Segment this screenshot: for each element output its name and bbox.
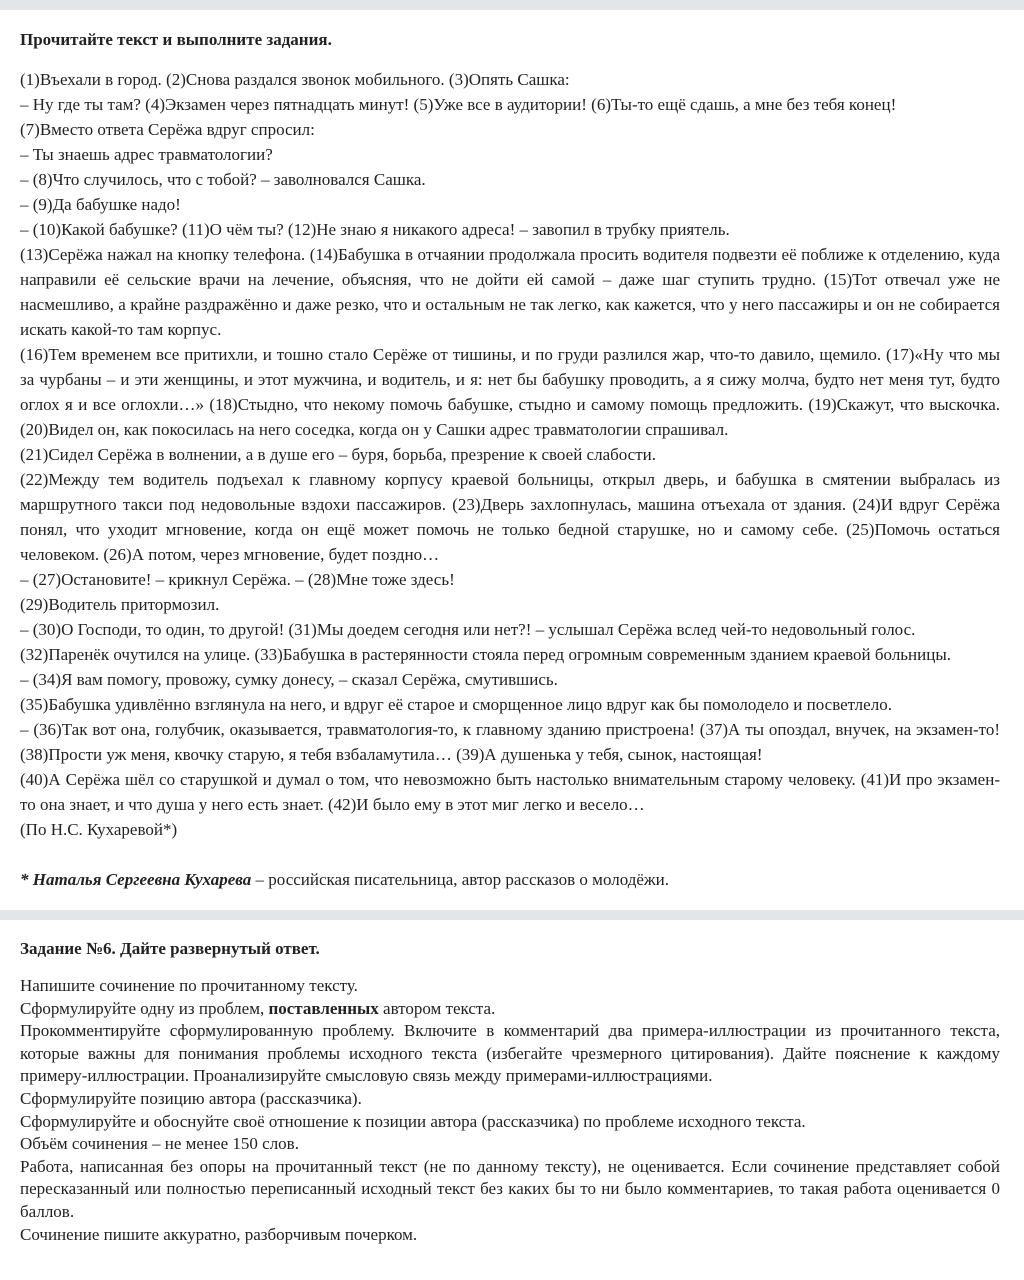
text-paragraph: – Ну где ты там? (4)Экзамен через пятнадцать минут! (5)Уже все в аудитории! (6)Ты-то ещё сдашь, а мне без тебя конец! — [20, 95, 897, 114]
instruction-line — [20, 998, 1000, 1021]
author-description: – российская писательница, автор рассказов о молодёжи. — [251, 870, 670, 889]
instruction-text: автором текста. — [378, 998, 496, 1018]
text-paragraph: – (27)Остановите! – крикнул Серёжа. – (28)Мне тоже здесь! — [20, 570, 455, 589]
text-paragraph: – (10)Какой бабушке? (11)О чём ты? (12)Не знаю я никакого адреса! – завопил в трубку приятель. — [20, 220, 730, 239]
text-paragraph: (7)Вместо ответа Серёжа вдруг спросил: — [20, 120, 315, 139]
task-instructions — [20, 975, 1000, 1246]
author-name: * Наталья Сергеевна Кухарева — [20, 870, 252, 889]
text-paragraph: (40)А Серёжа шёл со старушкой и думал о том, что невозможно быть настолько внимательным старому человеку. (41)И про экзамен-то она знает, и что душа у него есть знает. (42)И было ему в этот миг легко и весело… — [20, 770, 1000, 814]
text-paragraph: (1)Въехали в город. (2)Снова раздался звонок мобильного. (3)Опять Сашка: — [20, 70, 570, 89]
reading-text — [20, 67, 1000, 817]
instruction-line: Работа, написанная без опоры на прочитанный текст (не по данному тексту), не оценивается. Если сочинение представляет собой пересказанный или полностью переписанный исходный текст без каких бы то ни было комментариев, то такая работа оценивается 0 баллов. — [20, 1156, 1000, 1221]
text-paragraph: – (36)Так вот она, голубчик, оказывается, травматология-то, к главному зданию пристроена! (37)А ты опоздал, внучек, на экзамен-то! (38)Прости уж меня, квочку старую, я тебя взбаламутила… (39)А душенька у тебя, сынок, настоящая! — [20, 720, 1000, 764]
text-paragraph: (21)Сидел Серёжа в волнении, а в душе его – буря, борьба, презрение к своей слабости. — [20, 445, 657, 464]
text-paragraph: – Ты знаешь адрес травматологии? — [20, 145, 273, 164]
instruction-line: Напишите сочинение по прочитанному тексту. — [20, 976, 358, 995]
text-paragraph: (32)Паренёк очутился на улице. (33)Бабушка в растерянности стояла перед огромным современным зданием краевой больницы. — [20, 645, 952, 664]
text-paragraph: (29)Водитель притормозил. — [20, 595, 220, 614]
section-divider — [0, 910, 1024, 920]
task-title: Задание №6. Дайте развернутый ответ. — [20, 939, 320, 958]
text-paragraph: (22)Между тем водитель подъехал к главному корпусу краевой больницы, открыл дверь, и бабушка в смятении выбралась из маршрутного такси под недовольные вздохи пассажиров. (23)Дверь захлопнулась, машина отъехала от здания. (24)И вдруг Серёжа понял, что уходит мгновение, когда он ещё может помочь не только бедной старушке, но и самому себе. (25)Помочь остаться человеком. (26)А потом, через мгновение, будет поздно… — [20, 470, 1000, 564]
task-section — [0, 938, 1024, 1246]
text-paragraph: (35)Бабушка удивлённо взглянула на него, и вдруг её старое и сморщенное лицо вдруг как бы помолодело и посветлело. — [20, 695, 892, 714]
text-paragraph: (13)Серёжа нажал на кнопку телефона. (14)Бабушка в отчаянии продолжала просить водителя подвезти её поближе к отделению, куда направили её сельские врачи на лечение, объясняя, что не дойти ей самой – даже шаг ступить трудно. (15)Тот отвечал уже не насмешливо, а крайне раздражённо и даже резко, что и остальным не так легко, как кажется, что у него пассажиры и он не собирается искать какой-то там корпус. — [20, 245, 1000, 339]
instruction-line: Объём сочинения – не менее 150 слов. — [20, 1134, 299, 1154]
instruction-line: Сформулируйте позицию автора (рассказчика). — [20, 1088, 362, 1108]
instruction-line: Сочинение пишите аккуратно, разборчивым почерком. — [20, 1224, 418, 1244]
instruction-text: Сформулируйте одну из проблем, — [20, 998, 269, 1018]
text-paragraph: – (30)О Господи, то один, то другой! (31)Мы доедем сегодня или нет?! – услышал Серёжа вслед чей-то недовольный голос. — [20, 620, 916, 639]
reading-section — [0, 29, 1024, 892]
instruction-bold: поставленных — [268, 998, 379, 1018]
reading-title: Прочитайте текст и выполните задания. — [20, 30, 332, 49]
text-paragraph: (16)Тем временем все притихли, и тошно стало Серёже от тишины, и по груди разлился жар, что-то давило, щемило. (17)«Ну что мы за чурбаны – и эти женщины, и этот мужчина, и водитель, и я: нет бы бабушку проводить, а я сижу молча, будто нет меня тут, будто оглох я и все оглохли…» (18)Стыдно, что некому помочь бабушке, стыдно и самому помощь предложить. (19)Скажут, что выскочка. (20)Видел он, как покосилась на него соседка, когда он у Сашки адрес травматологии спрашивал. — [20, 345, 1000, 439]
text-paragraph: – (34)Я вам помогу, провожу, сумку донесу, – сказал Серёжа, смутившись. — [20, 670, 558, 689]
text-paragraph: – (8)Что случилось, что с тобой? – заволновался Сашка. — [20, 170, 426, 189]
source-attribution: (По Н.С. Кухаревой*) — [20, 820, 178, 839]
top-divider — [0, 0, 1024, 10]
instruction-line: Прокомментируйте сформулированную проблему. Включите в комментарий два примера-иллюстрации из прочитанного текста, которые важны для понимания проблемы исходного текста (избегайте чрезмерного цитирования). Дайте пояснение к каждому примеру-иллюстрации. Проанализируйте смысловую связь между примерами-иллюстрациями. — [20, 1021, 1000, 1086]
text-paragraph: – (9)Да бабушке надо! — [20, 195, 181, 214]
footnote — [20, 867, 1000, 892]
instruction-line: Сформулируйте и обоснуйте своё отношение к позиции автора (рассказчика) по проблеме исходного текста. — [20, 1111, 806, 1131]
